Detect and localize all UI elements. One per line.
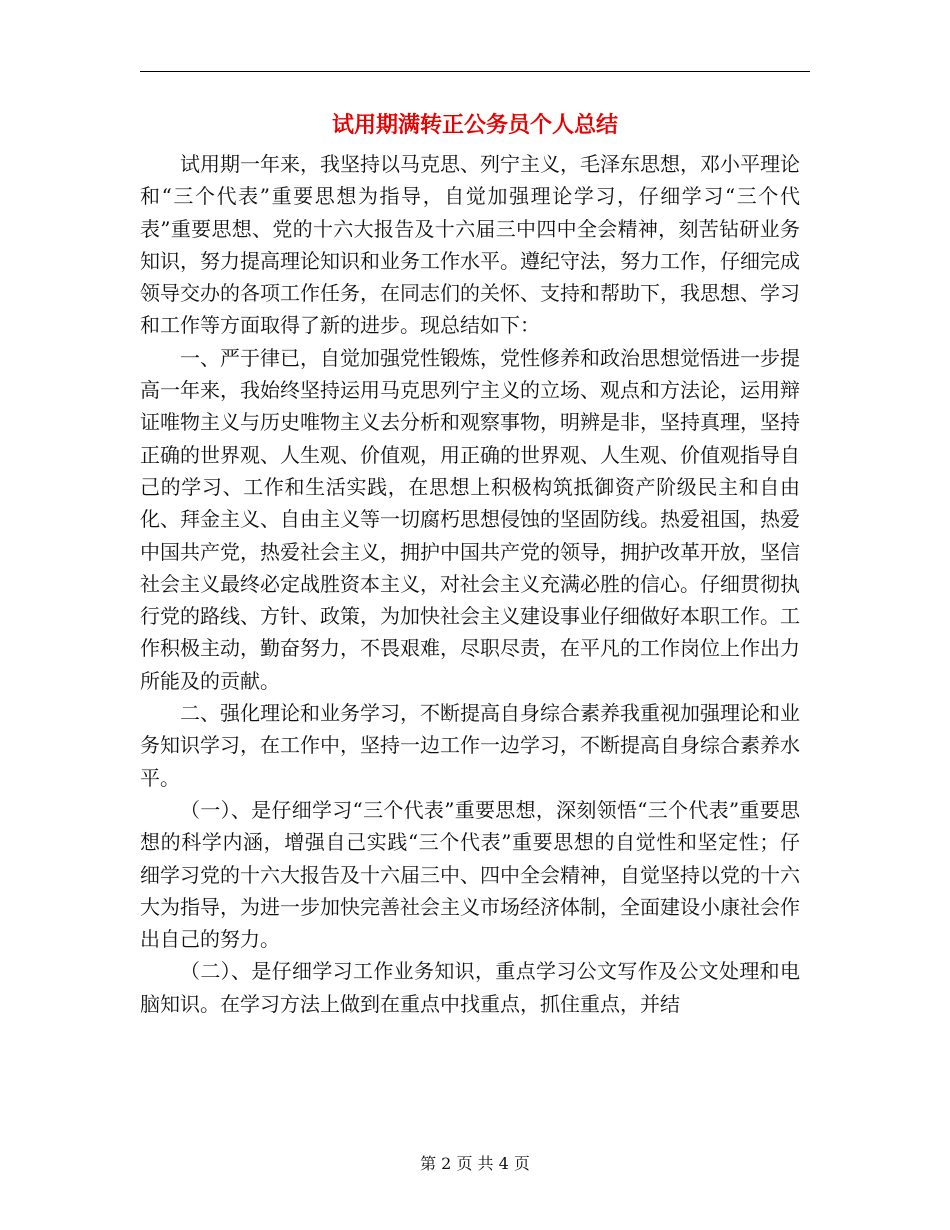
header-rule [140,71,810,72]
document-body [140,148,800,1020]
paragraph-section-2: 二、强化理论和业务学习，不断提高自身综合素养我重视加强理论和业务知识学习，在工作中，坚持一边工作一边学习，不断提高自身综合素养水平。 [140,701,800,790]
paragraph-subsection-2: （二）、是仔细学习工作业务知识，重点学习公文写作及公文处理和电脑知识。在学习方法上做到在重点中找重点，抓住重点，并结 [140,959,800,1016]
paragraph-subsection-1: （一）、是仔细学习“三个代表”重要思想，深刻领悟“三个代表”重要思想的科学内涵，增强自己实践“三个代表”重要思想的自觉性和坚定性；仔细学习党的十六大报告及十六届三中、四中全会精神，自觉坚持以党的十六大为指导，为进一步加快完善社会主义市场经济体制，全面建设小康社会作出自己的努力。 [140,797,800,952]
page-number: 第 2 页 共 4 页 [420,1154,530,1173]
document-title: 试用期满转正公务员个人总结 [331,112,618,138]
paragraph-section-1: 一、严于律已，自觉加强党性锻炼，党性修养和政治思想觉悟进一步提高一年来，我始终坚持运用马克思列宁主义的立场、观点和方法论，运用辩证唯物主义与历史唯物主义去分析和观察事物，明辨是非，坚持真理，坚持正确的世界观、人生观、价值观，用正确的世界观、人生观、价值观指导自己的学习、工作和生活实践，在思想上积极构筑抵御资产阶级民主和自由化、拜金主义、自由主义等一切腐朽思想侵蚀的坚固防线。热爱祖国，热爱中国共产党，热爱社会主义，拥护中国共产党的领导，拥护改革开放，坚信社会主义最终必定战胜资本主义，对社会主义充满必胜的信心。仔细贯彻执行党的路线、方针、政策，为加快社会主义建设事业仔细做好本职工作。工作积极主动，勤奋努力，不畏艰难，尽职尽责，在平凡的工作岗位上作出力所能及的贡献。 [140,345,800,693]
paragraph-intro: 试用期一年来，我坚持以马克思、列宁主义，毛泽东思想，邓小平理论和“三个代表”重要思想为指导，自觉加强理论学习，仔细学习“三个代表”重要思想、党的十六大报告及十六届三中四中全会精神，刻苦钻研业务知识，努力提高理论知识和业务工作水平。遵纪守法，努力工作，仔细完成领导交办的各项工作任务，在同志们的关怀、支持和帮助下，我思想、学习和工作等方面取得了新的进步。现总结如下： [140,152,800,338]
